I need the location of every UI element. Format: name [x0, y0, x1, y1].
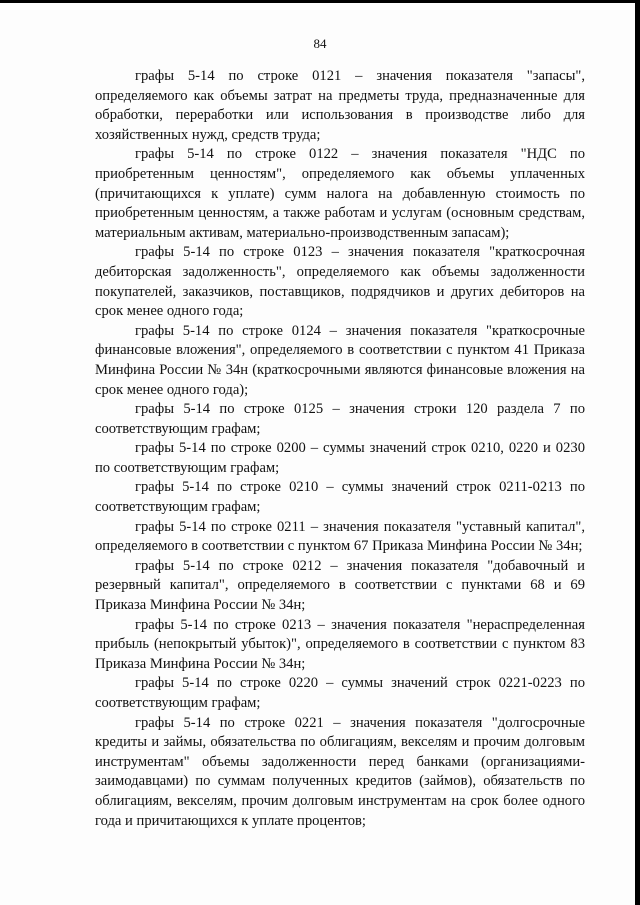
paragraph-row-0221: графы 5-14 по строке 0221 – значения показателя "долгосрочные кредиты и займы, обязательства по облигациям, векселям и прочим долговым инструментам" объемы задолженности перед банками (организациями-заимодавцами) по суммам полученных кредитов (займов), обязательств по облигациям, векселям, прочим долговым инструментам на срок более одного года и причитающихся к уплате процентов; [95, 714, 585, 829]
paragraph-row-0211: графы 5-14 по строке 0211 – значения показателя "уставный капитал", определяемого в соответствии с пунктом 67 Приказа Минфина России № 34н; [95, 518, 585, 555]
paragraph-row-0210: графы 5-14 по строке 0210 – суммы значений строк 0211-0213 по соответствующим графам; [95, 479, 585, 516]
scan-border-top [0, 0, 640, 3]
paragraph-row-0212: графы 5-14 по строке 0212 – значения показателя "добавочный и резервный капитал", определяемого в соответствии с пунктами 68 и 69 Приказа Минфина России № 34н; [95, 557, 585, 614]
paragraph-row-0125: графы 5-14 по строке 0125 – значения строки 120 раздела 7 по соответствующим графам; [95, 401, 585, 437]
paragraph-row-0213: графы 5-14 по строке 0213 – значения показателя "нераспределенная прибыль (непокрытый убыток)", определяемого в соответствии с пунктом 83 Приказа Минфина России № 34н; [95, 616, 585, 672]
page-number: 84 [313, 36, 327, 51]
paragraph-row-0200: графы 5-14 по строке 0200 – суммы значений строк 0210, 0220 и 0230 по соответствующим графам; [95, 440, 585, 476]
scan-border-right [635, 0, 640, 905]
paragraph-row-0220: графы 5-14 по строке 0220 – суммы значений строк 0221-0223 по соответствующим графам; [95, 675, 585, 711]
paragraph-row-0121: графы 5-14 по строке 0121 – значения показателя "запасы", определяемого как объемы затрат на предметы труда, предназначенные для обработки, переработки или использования в производстве либо для хозяйственных нужд, средств труда; [95, 68, 585, 143]
paragraph-row-0123: графы 5-14 по строке 0123 – значения показателя "краткосрочная дебиторская задолженность", определяемого как объемы задолженности покупателей, заказчиков, поставщиков, подрядчиков и других дебиторов на срок менее одного года; [95, 244, 585, 320]
body-text [95, 67, 585, 831]
paragraph-row-0124: графы 5-14 по строке 0124 – значения показателя "краткосрочные финансовые вложения", определяемого в соответствии с пунктом 41 Приказа Минфина России № 34н (краткосрочными являются финансовые вложения на срок менее одного года); [95, 322, 585, 398]
paragraph-row-0122: графы 5-14 по строке 0122 – значения показателя "НДС по приобретенным ценностям", определяемого как объемы уплаченных (причитающихся к уплате) сумм налога на добавленную стоимость по приобретенным ценностям, а также работам и услугам (основным средствам, материальным активам, материально-производственным запасам); [95, 146, 585, 241]
